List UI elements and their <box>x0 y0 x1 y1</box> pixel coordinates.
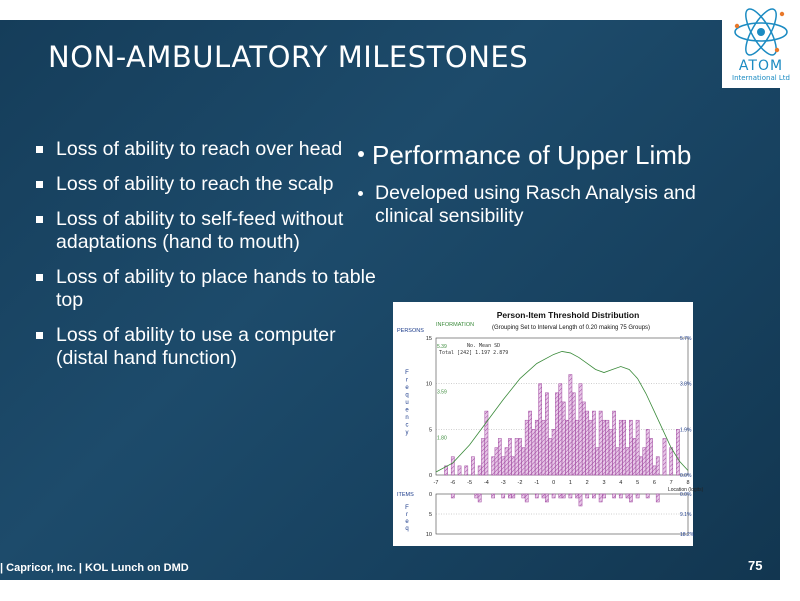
x-tick-label: 6 <box>652 480 656 486</box>
person-bar <box>569 375 572 475</box>
person-bar <box>465 466 468 475</box>
item-bar <box>525 494 528 502</box>
person-bar <box>626 448 629 475</box>
person-bar <box>498 438 501 475</box>
freq-label-char: q <box>405 392 409 399</box>
x-axis-label: Location (logits) <box>668 487 704 493</box>
person-bar <box>552 429 555 475</box>
logo-subtitle: International Ltd <box>732 74 790 82</box>
person-bar <box>525 420 528 475</box>
items-right-tick-label: 9.1% <box>680 512 692 518</box>
person-bar <box>586 411 589 475</box>
item-bar <box>619 494 622 498</box>
item-bar <box>602 494 605 498</box>
item-bar <box>599 494 602 502</box>
x-tick-label: -2 <box>517 480 523 486</box>
items-label: ITEMS <box>397 492 414 498</box>
person-bar <box>512 457 515 475</box>
person-bar <box>458 466 461 475</box>
bullet-item <box>36 138 376 161</box>
item-bar <box>636 494 639 498</box>
person-bar <box>636 420 639 475</box>
x-tick-label: -6 <box>450 480 456 486</box>
atom-icon <box>722 2 800 60</box>
bullet-dot-icon <box>358 191 363 196</box>
logo-name: ATOM <box>738 58 784 74</box>
item-bar <box>492 494 495 498</box>
freq-label-char: F <box>405 370 409 376</box>
right-tick-label: 3.8% <box>680 381 692 388</box>
info-label: INFORMATION <box>436 322 475 328</box>
person-bar <box>676 429 679 475</box>
x-tick-label: 5 <box>636 480 640 486</box>
person-bar <box>492 457 495 475</box>
freq-label-char: e <box>405 407 409 414</box>
freq-short-char: e <box>405 519 409 525</box>
item-bar <box>559 494 562 498</box>
item-bar <box>552 494 555 498</box>
item-bar <box>512 494 515 498</box>
bullet-square-icon <box>36 181 43 188</box>
person-bar <box>619 420 622 475</box>
person-bar <box>579 384 582 475</box>
person-bar <box>532 429 535 475</box>
chart-svg <box>393 302 704 546</box>
bullet-dot-icon <box>358 151 364 157</box>
items-y-tick-label: 10 <box>425 532 432 538</box>
item-bar <box>535 494 538 498</box>
person-bar <box>505 448 508 475</box>
item-bar <box>586 494 589 498</box>
person-bar <box>646 429 649 475</box>
right-subbullet <box>358 182 758 228</box>
item-bar <box>522 494 525 498</box>
item-bar <box>562 494 565 498</box>
freq-short-char: q <box>405 526 409 532</box>
right-heading <box>356 140 691 171</box>
person-bar <box>582 402 585 475</box>
items-y-tick-label: 5 <box>428 512 432 518</box>
x-tick-label: -5 <box>467 480 473 486</box>
right-tick-label: 1.9% <box>680 427 692 434</box>
person-bar <box>609 429 612 475</box>
person-bar <box>559 384 562 475</box>
person-bar <box>478 466 481 475</box>
bullet-item <box>36 208 376 254</box>
bullet-text: Loss of ability to self-feed without adaptations (hand to mouth) <box>56 208 344 253</box>
y-tick-label: 10 <box>425 381 432 388</box>
x-tick-label: 2 <box>585 480 589 486</box>
person-bar <box>639 457 642 475</box>
person-bar <box>495 448 498 475</box>
bullet-text: Loss of ability to reach over head <box>56 138 343 160</box>
person-bar <box>535 420 538 475</box>
freq-short-char: r <box>406 512 408 518</box>
person-bar <box>656 457 659 475</box>
freq-label-char: e <box>405 385 409 391</box>
item-bar <box>646 494 649 498</box>
bullet-text: Loss of ability to place hands to table top <box>56 266 376 311</box>
x-tick-label: -4 <box>483 480 489 486</box>
info-tick-label: 1.80 <box>437 435 447 442</box>
item-bar <box>502 494 505 498</box>
person-bar <box>522 448 525 475</box>
x-tick-label: -1 <box>534 480 540 486</box>
x-tick-label: -7 <box>433 480 439 486</box>
person-bar <box>629 420 632 475</box>
person-bar <box>451 457 454 475</box>
y-tick-label: 0 <box>428 473 432 479</box>
info-tick-label: 3.59 <box>437 389 447 396</box>
person-bar <box>539 384 542 475</box>
right-tick-label: 0.0% <box>680 473 692 479</box>
chart-subtitle: (Grouping Set to Interval Length of 0.20 making 75 Groups) <box>491 325 651 331</box>
persons-label: PERSONS <box>397 328 424 334</box>
left-bullet-list <box>36 138 376 382</box>
freq-label-char: u <box>405 400 409 406</box>
bullet-square-icon <box>36 146 43 153</box>
item-bar <box>612 494 615 498</box>
item-bar <box>629 494 632 502</box>
person-bar <box>623 420 626 475</box>
bullet-square-icon <box>36 274 43 281</box>
item-bar <box>508 494 511 498</box>
freq-label-char: n <box>405 415 409 421</box>
x-tick-label: 1 <box>568 480 572 486</box>
person-bar <box>515 438 518 475</box>
y-tick-label: 5 <box>428 427 432 434</box>
person-bar <box>602 420 605 475</box>
person-bar <box>670 448 673 475</box>
bullet-square-icon <box>36 216 43 223</box>
person-bar <box>565 420 568 475</box>
x-tick-label: 8 <box>686 480 690 486</box>
footer-text: | Capricor, Inc. | KOL Lunch on DMD <box>0 562 189 574</box>
item-bar <box>451 494 454 498</box>
right-tick-label: 5.7% <box>680 336 692 342</box>
person-bar <box>616 448 619 475</box>
person-bar <box>599 411 602 475</box>
item-bar <box>478 494 481 502</box>
person-bar <box>528 411 531 475</box>
person-bar <box>592 411 595 475</box>
chart-title: Person-Item Threshold Distribution <box>496 310 640 320</box>
items-right-tick-label: 0.0% <box>680 492 692 498</box>
person-bar <box>663 438 666 475</box>
person-bar <box>649 438 652 475</box>
y-tick-label: 15 <box>425 336 432 342</box>
x-tick-label: 3 <box>602 480 606 486</box>
item-bar <box>475 494 478 498</box>
person-bar <box>653 466 656 475</box>
item-bar <box>579 494 582 506</box>
person-bar <box>471 457 474 475</box>
item-bar <box>545 494 548 502</box>
person-bar <box>596 448 599 475</box>
info-tick-label: 5.39 <box>437 344 447 350</box>
stats-header: No. Mean SD <box>467 343 501 349</box>
person-bar <box>572 393 575 475</box>
person-bar <box>576 420 579 475</box>
freq-short-char: F <box>405 505 409 511</box>
person-bar <box>549 438 552 475</box>
freq-label-char: r <box>406 377 408 384</box>
person-bar <box>508 438 511 475</box>
x-tick-label: 4 <box>619 480 623 486</box>
item-bar <box>569 494 572 498</box>
freq-label-char: y <box>405 430 409 436</box>
item-bar <box>542 494 545 498</box>
page-number: 75 <box>748 558 763 573</box>
person-bar <box>606 420 609 475</box>
person-bar <box>481 438 484 475</box>
item-bar <box>626 494 629 498</box>
right-subbullet-text: Developed using Rasch Analysis and clinical sensibility <box>375 182 696 227</box>
item-bar <box>576 494 579 498</box>
freq-label-char: c <box>405 422 409 429</box>
person-bar <box>643 448 646 475</box>
bullet-text: Loss of ability to use a computer (distal hand function) <box>56 324 336 369</box>
person-bar <box>562 402 565 475</box>
x-tick-label: 0 <box>552 480 556 486</box>
person-bar <box>633 438 636 475</box>
slide-title: NON-AMBULATORY MILESTONES <box>48 40 529 74</box>
x-tick-label: -3 <box>500 480 506 486</box>
bullet-item <box>36 266 376 312</box>
bullet-item <box>36 173 376 196</box>
x-tick-label: 7 <box>669 480 673 486</box>
atom-logo <box>722 2 800 88</box>
stats-row: Total [242] 1.197 2.879 <box>439 350 509 356</box>
person-item-threshold-chart <box>393 302 704 546</box>
bullet-text: Loss of ability to reach the scalp <box>56 173 334 195</box>
person-bar <box>589 420 592 475</box>
bullet-square-icon <box>36 332 43 339</box>
person-bar <box>542 420 545 475</box>
person-bar <box>545 393 548 475</box>
bullet-item <box>36 324 376 370</box>
person-bar <box>518 438 521 475</box>
person-bar <box>555 393 558 475</box>
item-bar <box>592 494 595 498</box>
right-heading-text: Performance of Upper Limb <box>372 140 692 170</box>
items-y-tick-label: 0 <box>428 492 432 498</box>
item-bar <box>656 494 659 502</box>
person-bar <box>502 457 505 475</box>
person-bar <box>612 411 615 475</box>
items-right-tick-label: 18.2% <box>680 532 695 538</box>
